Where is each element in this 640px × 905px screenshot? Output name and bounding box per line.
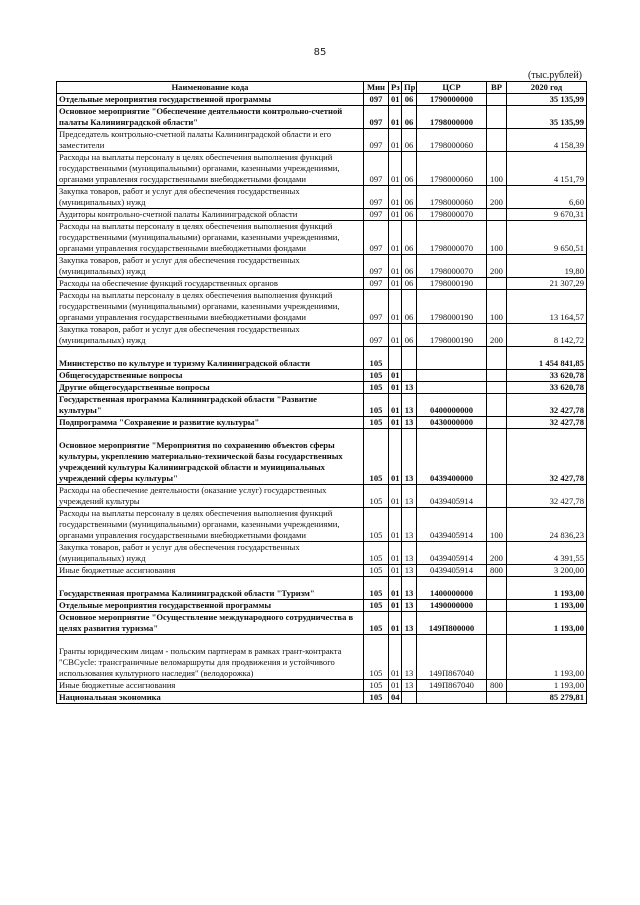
row-rz-code: 01: [389, 394, 402, 417]
row-min-code: 097: [364, 221, 389, 255]
row-vr-code: [487, 429, 507, 485]
row-min-code: 105: [364, 612, 389, 635]
row-pr-code: 06: [402, 186, 417, 209]
row-csr-code: 149П867040: [417, 635, 487, 680]
row-csr-code: 0439405914: [417, 565, 487, 577]
row-pr-code: 13: [402, 394, 417, 417]
table-row: [57, 152, 587, 186]
row-min-code: 097: [364, 324, 389, 347]
row-pr-code: 06: [402, 209, 417, 221]
page-number: 85: [313, 47, 327, 58]
row-vr-code: [487, 278, 507, 290]
row-csr-code: 0430000000: [417, 417, 487, 429]
row-name: Отдельные мероприятия государственной программы: [57, 600, 364, 612]
table-row: [57, 417, 587, 429]
row-name: Основное мероприятие "Мероприятия по сохранению объектов сферы культуры, укреплению материально-технической базы государственных учреждений культуры Калининградской области и муниципальных учреждений сферы культуры": [57, 429, 364, 485]
row-rz-code: 01: [389, 209, 402, 221]
row-pr-code: 13: [402, 429, 417, 485]
row-name: Расходы на выплаты персоналу в целях обеспечения выполнения функций государственными (муниципальными) органами, казенными учреждениями, органами управления государственными внебюджетными фондами: [57, 290, 364, 324]
row-min-code: 105: [364, 382, 389, 394]
col-header-year: 2020 год: [507, 82, 587, 94]
row-rz-code: 01: [389, 106, 402, 129]
row-vr-code: 200: [487, 324, 507, 347]
row-csr-code: [417, 347, 487, 370]
row-name: Основное мероприятие "Осуществление международного сотрудничества в целях развития туризма": [57, 612, 364, 635]
row-min-code: 097: [364, 152, 389, 186]
row-amount: 4 158,39: [507, 129, 587, 152]
row-pr-code: 06: [402, 290, 417, 324]
row-csr-code: [417, 692, 487, 704]
row-name: Закупка товаров, работ и услуг для обеспечения государственных (муниципальных) нужд: [57, 324, 364, 347]
row-min-code: 097: [364, 255, 389, 278]
row-pr-code: 13: [402, 565, 417, 577]
row-min-code: 097: [364, 290, 389, 324]
row-csr-code: 1790000000: [417, 94, 487, 106]
row-amount: 1 193,00: [507, 635, 587, 680]
row-name: Министерство по культуре и туризму Калининградской области: [57, 347, 364, 370]
row-pr-code: 13: [402, 612, 417, 635]
row-pr-code: 06: [402, 324, 417, 347]
row-name: Иные бюджетные ассигнования: [57, 565, 364, 577]
table-row: [57, 612, 587, 635]
row-amount: 24 836,23: [507, 508, 587, 542]
row-pr-code: [402, 692, 417, 704]
row-pr-code: 06: [402, 221, 417, 255]
row-vr-code: [487, 577, 507, 600]
row-min-code: 097: [364, 94, 389, 106]
row-csr-code: 1798000000: [417, 106, 487, 129]
row-csr-code: 1798000060: [417, 186, 487, 209]
row-csr-code: 1798000060: [417, 129, 487, 152]
row-rz-code: 01: [389, 382, 402, 394]
row-name: Национальная экономика: [57, 692, 364, 704]
row-vr-code: [487, 370, 507, 382]
col-header-csr: ЦСР: [417, 82, 487, 94]
row-rz-code: 01: [389, 290, 402, 324]
row-vr-code: 200: [487, 255, 507, 278]
row-vr-code: [487, 129, 507, 152]
col-header-pr: Пр: [402, 82, 417, 94]
row-rz-code: 01: [389, 485, 402, 508]
row-vr-code: 100: [487, 508, 507, 542]
row-vr-code: 100: [487, 221, 507, 255]
row-rz-code: 01: [389, 565, 402, 577]
row-vr-code: [487, 382, 507, 394]
row-vr-code: [487, 612, 507, 635]
row-amount: 1 193,00: [507, 612, 587, 635]
row-pr-code: 13: [402, 577, 417, 600]
row-vr-code: [487, 485, 507, 508]
row-min-code: 105: [364, 347, 389, 370]
row-amount: 8 142,72: [507, 324, 587, 347]
row-csr-code: [417, 382, 487, 394]
row-csr-code: 149П867040: [417, 680, 487, 692]
row-name: Расходы на обеспечение деятельности (оказание услуг) государственных учреждений культуры: [57, 485, 364, 508]
row-pr-code: 06: [402, 152, 417, 186]
row-min-code: 105: [364, 635, 389, 680]
col-header-rz: Рз: [389, 82, 402, 94]
row-rz-code: 01: [389, 577, 402, 600]
row-min-code: 105: [364, 394, 389, 417]
row-amount: 1 193,00: [507, 577, 587, 600]
row-vr-code: [487, 106, 507, 129]
col-header-name: Наименование кода: [57, 82, 364, 94]
row-min-code: 105: [364, 417, 389, 429]
row-vr-code: 800: [487, 680, 507, 692]
row-rz-code: 01: [389, 152, 402, 186]
row-csr-code: 0439405914: [417, 542, 487, 565]
table-row: [57, 324, 587, 347]
row-amount: 35 135,99: [507, 106, 587, 129]
row-amount: 85 279,81: [507, 692, 587, 704]
row-name: Расходы на обеспечение функций государственных органов: [57, 278, 364, 290]
row-name: Председатель контрольно-счетной палаты Калининградской области и его заместители: [57, 129, 364, 152]
row-pr-code: 06: [402, 255, 417, 278]
row-rz-code: [389, 347, 402, 370]
row-name: Основное мероприятие "Обеспечение деятельности контрольно-счетной палаты Калининградской области": [57, 106, 364, 129]
table-row: [57, 600, 587, 612]
table-row: [57, 692, 587, 704]
row-csr-code: 1490000000: [417, 600, 487, 612]
row-amount: 3 200,00: [507, 565, 587, 577]
row-amount: 32 427,78: [507, 485, 587, 508]
row-min-code: 105: [364, 542, 389, 565]
row-amount: 9 650,51: [507, 221, 587, 255]
row-rz-code: 01: [389, 186, 402, 209]
row-min-code: 105: [364, 565, 389, 577]
row-rz-code: 01: [389, 417, 402, 429]
row-rz-code: 01: [389, 324, 402, 347]
table-row: [57, 106, 587, 129]
row-name: Расходы на выплаты персоналу в целях обеспечения выполнения функций государственными (муниципальными) органами, казенными учреждениями, органами управления государственными внебюджетными фондами: [57, 152, 364, 186]
row-vr-code: 800: [487, 565, 507, 577]
row-csr-code: 1798000190: [417, 278, 487, 290]
row-min-code: 105: [364, 429, 389, 485]
units-label: (тыс.рублей): [527, 70, 582, 81]
row-amount: 4 151,79: [507, 152, 587, 186]
row-csr-code: 1798000070: [417, 209, 487, 221]
row-pr-code: [402, 347, 417, 370]
row-rz-code: 01: [389, 508, 402, 542]
row-min-code: 097: [364, 129, 389, 152]
row-min-code: 097: [364, 278, 389, 290]
row-pr-code: 06: [402, 129, 417, 152]
row-min-code: 105: [364, 680, 389, 692]
table-row: [57, 347, 587, 370]
table-row: [57, 635, 587, 680]
row-rz-code: 01: [389, 542, 402, 565]
row-rz-code: 01: [389, 612, 402, 635]
row-amount: 4 391,55: [507, 542, 587, 565]
table-row: [57, 290, 587, 324]
row-amount: 32 427,78: [507, 429, 587, 485]
row-min-code: 097: [364, 209, 389, 221]
row-min-code: 097: [364, 106, 389, 129]
row-amount: 32 427,78: [507, 417, 587, 429]
row-pr-code: 06: [402, 94, 417, 106]
row-name: Закупка товаров, работ и услуг для обеспечения государственных (муниципальных) нужд: [57, 542, 364, 565]
row-vr-code: [487, 635, 507, 680]
row-pr-code: 13: [402, 600, 417, 612]
row-amount: 21 307,29: [507, 278, 587, 290]
row-rz-code: 04: [389, 692, 402, 704]
row-vr-code: [487, 600, 507, 612]
col-header-vr: ВР: [487, 82, 507, 94]
row-csr-code: 0439400000: [417, 429, 487, 485]
table-header-row: [57, 82, 587, 94]
row-vr-code: 100: [487, 290, 507, 324]
row-name: Закупка товаров, работ и услуг для обеспечения государственных (муниципальных) нужд: [57, 186, 364, 209]
row-amount: 35 135,99: [507, 94, 587, 106]
row-csr-code: 1798000070: [417, 255, 487, 278]
row-amount: 33 620,78: [507, 370, 587, 382]
row-rz-code: 01: [389, 600, 402, 612]
table-row: [57, 209, 587, 221]
row-amount: 9 670,31: [507, 209, 587, 221]
row-pr-code: 13: [402, 680, 417, 692]
row-amount: 32 427,78: [507, 394, 587, 417]
row-csr-code: [417, 370, 487, 382]
col-header-min: Мин: [364, 82, 389, 94]
row-rz-code: 01: [389, 129, 402, 152]
row-pr-code: 13: [402, 542, 417, 565]
row-name: Отдельные мероприятия государственной программы: [57, 94, 364, 106]
row-amount: 6,60: [507, 186, 587, 209]
row-name: Общегосударственные вопросы: [57, 370, 364, 382]
row-rz-code: 01: [389, 255, 402, 278]
table-row: [57, 186, 587, 209]
row-pr-code: 13: [402, 508, 417, 542]
row-pr-code: 13: [402, 417, 417, 429]
row-rz-code: 01: [389, 94, 402, 106]
row-pr-code: [402, 370, 417, 382]
row-name: Расходы на выплаты персоналу в целях обеспечения выполнения функций государственными (муниципальными) органами, казенными учреждениями, органами управления государственными внебюджетными фондами: [57, 221, 364, 255]
row-rz-code: 01: [389, 370, 402, 382]
table-row: [57, 278, 587, 290]
table-row: [57, 129, 587, 152]
row-pr-code: 06: [402, 278, 417, 290]
table-row: [57, 382, 587, 394]
row-name: Расходы на выплаты персоналу в целях обеспечения выполнения функций государственными (муниципальными) органами, казенными учреждениями, органами управления государственными внебюджетными фондами: [57, 508, 364, 542]
row-min-code: 105: [364, 600, 389, 612]
row-amount: 19,80: [507, 255, 587, 278]
row-rz-code: 01: [389, 680, 402, 692]
row-csr-code: 1798000190: [417, 324, 487, 347]
row-name: Закупка товаров, работ и услуг для обеспечения государственных (муниципальных) нужд: [57, 255, 364, 278]
row-amount: 13 164,57: [507, 290, 587, 324]
row-rz-code: 01: [389, 278, 402, 290]
row-vr-code: [487, 417, 507, 429]
row-name: Подпрограмма "Сохранение и развитие культуры": [57, 417, 364, 429]
row-name: Аудиторы контрольно-счетной палаты Калининградской области: [57, 209, 364, 221]
table-row: [57, 94, 587, 106]
table-row: [57, 394, 587, 417]
row-csr-code: 1798000070: [417, 221, 487, 255]
row-rz-code: 01: [389, 635, 402, 680]
row-min-code: 105: [364, 577, 389, 600]
row-min-code: 097: [364, 186, 389, 209]
table-row: [57, 508, 587, 542]
row-vr-code: [487, 209, 507, 221]
row-pr-code: 13: [402, 635, 417, 680]
row-vr-code: 100: [487, 152, 507, 186]
row-vr-code: [487, 394, 507, 417]
budget-table: [56, 81, 587, 704]
row-name: Другие общегосударственные вопросы: [57, 382, 364, 394]
row-csr-code: 1798000190: [417, 290, 487, 324]
row-rz-code: 01: [389, 429, 402, 485]
table-row: [57, 255, 587, 278]
row-min-code: 105: [364, 508, 389, 542]
row-amount: 1 193,00: [507, 600, 587, 612]
row-name: Иные бюджетные ассигнования: [57, 680, 364, 692]
row-vr-code: [487, 347, 507, 370]
row-amount: 33 620,78: [507, 382, 587, 394]
row-vr-code: 200: [487, 542, 507, 565]
row-csr-code: 149П800000: [417, 612, 487, 635]
table-row: [57, 542, 587, 565]
table-row: [57, 429, 587, 485]
table-row: [57, 565, 587, 577]
row-vr-code: 200: [487, 186, 507, 209]
table-row: [57, 577, 587, 600]
row-pr-code: 13: [402, 382, 417, 394]
row-vr-code: [487, 692, 507, 704]
row-amount: 1 454 841,85: [507, 347, 587, 370]
row-csr-code: 0439405914: [417, 485, 487, 508]
table-row: [57, 485, 587, 508]
row-csr-code: 0439405914: [417, 508, 487, 542]
row-amount: 1 193,00: [507, 680, 587, 692]
row-name: Гранты юридическим лицам - польским партнерам в рамках грант-контракта "CBCycle: трансграничные веломаршруты для продвижения и устойчивого использования культурного наследия" (велодорожка): [57, 635, 364, 680]
row-name: Государственная программа Калининградской области "Развитие культуры": [57, 394, 364, 417]
row-pr-code: 06: [402, 106, 417, 129]
row-min-code: 105: [364, 370, 389, 382]
table-row: [57, 370, 587, 382]
row-csr-code: 0400000000: [417, 394, 487, 417]
table-row: [57, 680, 587, 692]
row-csr-code: 1798000060: [417, 152, 487, 186]
row-csr-code: 1400000000: [417, 577, 487, 600]
row-vr-code: [487, 94, 507, 106]
table-row: [57, 221, 587, 255]
row-rz-code: 01: [389, 221, 402, 255]
row-name: Государственная программа Калининградской области "Туризм": [57, 577, 364, 600]
row-min-code: 105: [364, 692, 389, 704]
row-pr-code: 13: [402, 485, 417, 508]
row-min-code: 105: [364, 485, 389, 508]
